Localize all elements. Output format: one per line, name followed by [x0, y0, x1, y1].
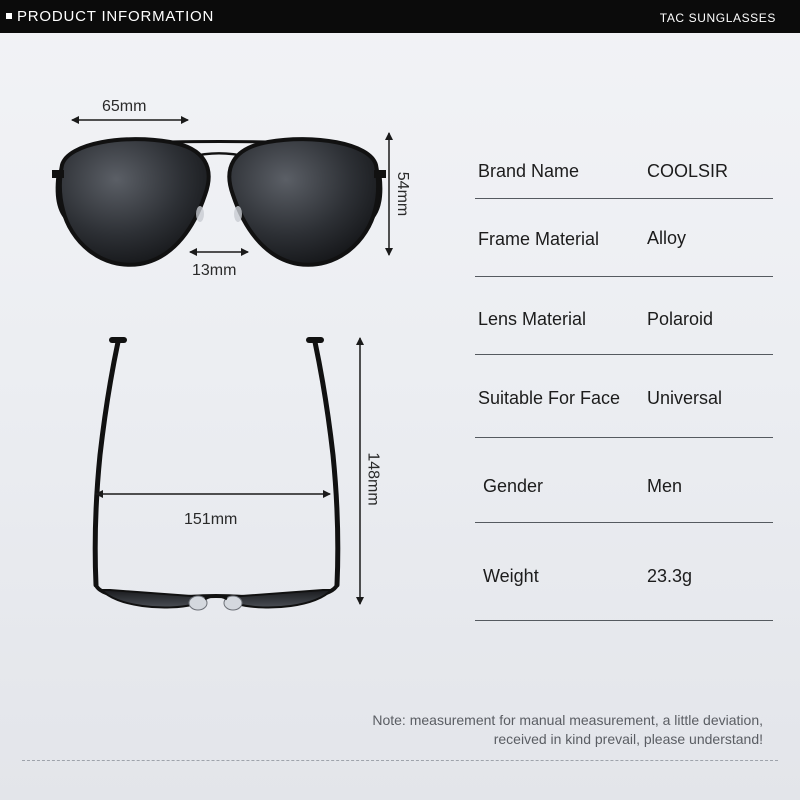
spec-row-lens-material — [475, 308, 773, 355]
front-view — [52, 139, 386, 265]
spec-row-brand — [475, 160, 773, 199]
spec-label: Lens Material — [478, 309, 587, 329]
spec-row-weight — [475, 565, 773, 621]
spec-row-face — [475, 387, 773, 438]
spec-row-gender — [475, 475, 773, 523]
spec-value: Alloy — [647, 228, 687, 248]
lens-height-label: 54mm — [394, 171, 412, 217]
spec-label: Brand Name — [478, 161, 580, 181]
left-lens — [60, 139, 209, 265]
note-line-2: received in kind prevail, please understand! — [493, 731, 763, 747]
page-title: PRODUCT INFORMATION — [17, 8, 215, 25]
bridge-width-label: 13mm — [192, 262, 237, 279]
spec-row-frame-material — [475, 228, 773, 277]
spec-value: 23.3g — [647, 566, 693, 586]
brand-tag: TAC SUNGLASSES — [659, 11, 776, 25]
spec-value: Polaroid — [647, 309, 714, 329]
footer-divider — [22, 760, 778, 761]
spec-value: Men — [647, 476, 683, 496]
spec-label: Frame Material — [478, 229, 600, 249]
spec-value: COOLSIR — [647, 161, 729, 181]
note-line-1: Note: measurement for manual measurement, a little deviation, — [372, 712, 763, 728]
right-lens — [229, 139, 378, 265]
lens-width-label: 65mm — [102, 98, 147, 115]
temple-length-label: 148mm — [364, 452, 382, 506]
top-view — [95, 340, 338, 610]
spec-label: Weight — [483, 566, 539, 586]
spec-label: Gender — [483, 476, 544, 496]
spec-label: Suitable For Face — [478, 388, 621, 408]
frame-width-label: 151mm — [184, 511, 238, 528]
spec-value: Universal — [647, 388, 723, 408]
